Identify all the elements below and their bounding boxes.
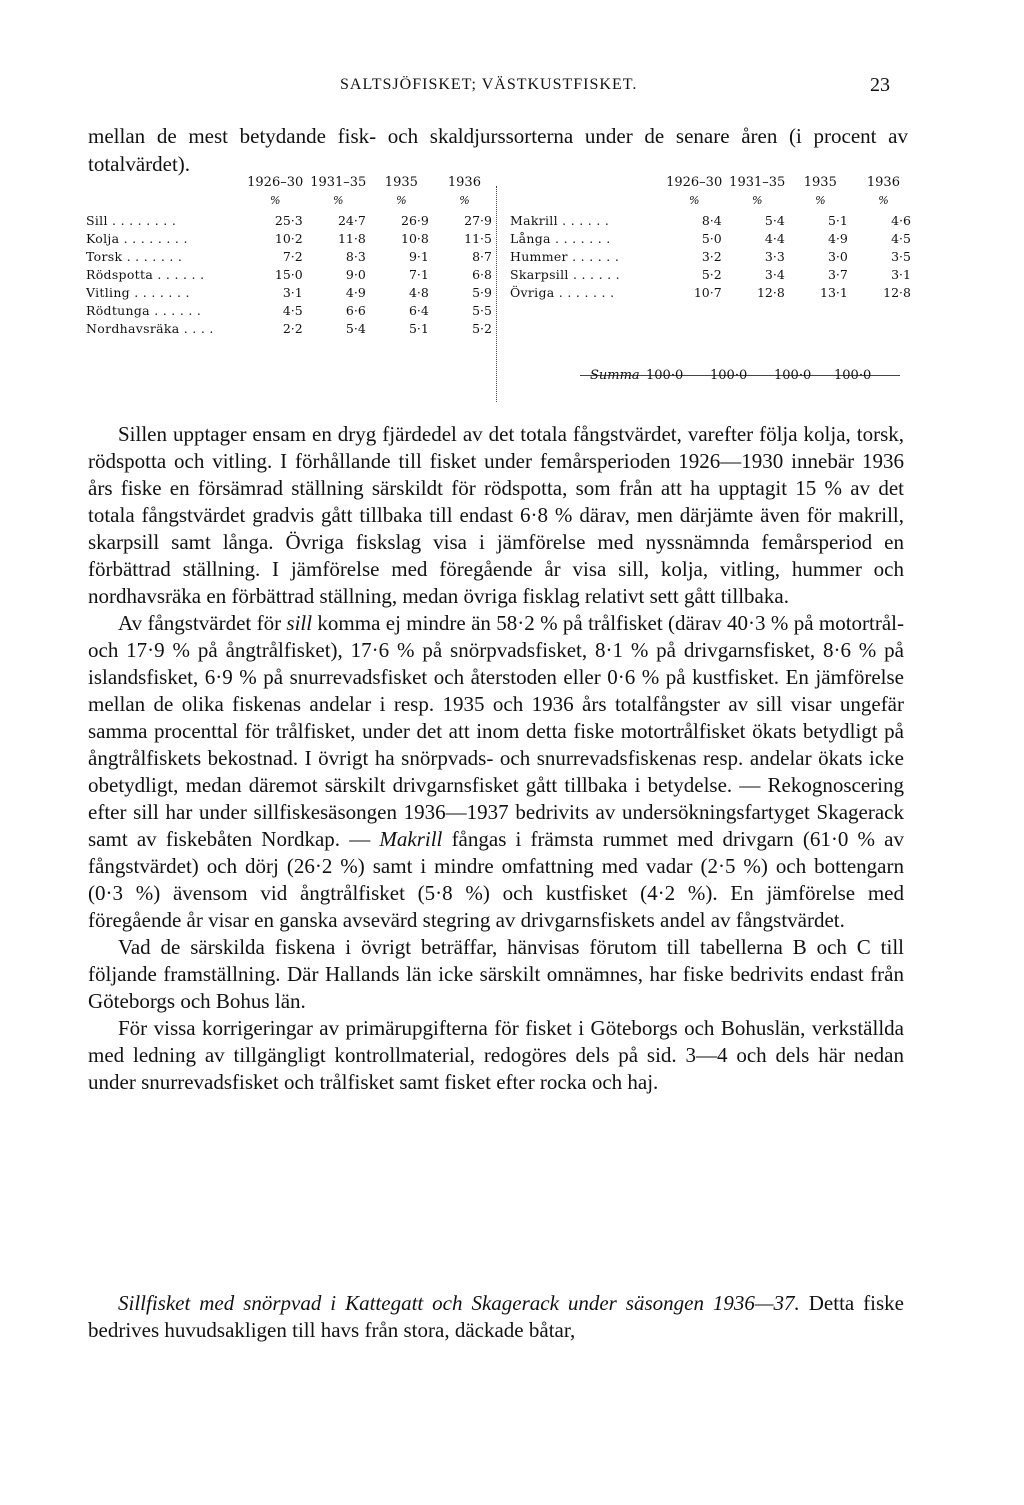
column-header: 1931–35 xyxy=(729,175,786,190)
section-start xyxy=(88,1290,904,1344)
right-percentage-table xyxy=(510,176,915,302)
unit-cell: % xyxy=(815,194,826,207)
table-cell: 3·0 xyxy=(827,249,848,264)
table-cell: 4·5 xyxy=(891,231,911,246)
row-label: Övriga . . . . . . . xyxy=(510,285,615,300)
table-cell: 8·3 xyxy=(345,249,366,264)
page-number: 23 xyxy=(870,74,890,96)
section-text: Detta fiske bedrives huvudsakligen till havs från stora, däckade båtar, xyxy=(88,1291,904,1342)
table-cell: 5·2 xyxy=(701,267,722,282)
unit-cell: % xyxy=(688,194,700,207)
table-cell: 10·2 xyxy=(274,231,303,246)
table-row xyxy=(510,266,915,284)
sum-cell: 100·0 xyxy=(710,368,748,383)
table-cell: 3·5 xyxy=(891,249,911,264)
table-cell: 3·1 xyxy=(282,285,303,300)
row-label: Kolja . . . . . . . . xyxy=(86,231,188,246)
table-cell: 10·8 xyxy=(401,231,429,246)
row-label: Rödspotta . . . . . . xyxy=(86,267,205,282)
body-text xyxy=(88,421,904,1096)
unit-cell: % xyxy=(396,194,407,207)
unit-cell: % xyxy=(752,194,763,207)
table-cell: 3·2 xyxy=(701,249,722,264)
column-header: 1936 xyxy=(447,175,481,190)
table-cell: 3·3 xyxy=(764,249,785,264)
column-header: 1935 xyxy=(384,175,418,190)
table-cell: 4·5 xyxy=(282,303,303,318)
table-cell: 10·7 xyxy=(693,285,722,300)
paragraph: Av fångstvärdet för sill komma ej mindre än 58·2 % på trålfisket (därav 40·3 % på motortrål- och 17·9 % på ångtrålfisket), 17·6 % på snörpvadsfisket, 8·1 % på drivgarnsfisket, 8·6 % på islandsfisket, 6·9 % på snurrevadsfisket och återstoden eller 0·6 % på kustfisket. En jämförelse mellan de olika fiskenas andelar i resp. 1935 och 1936 års totalfångster av sill visar ungefär samma procenttal för trålfisket, under det att inom detta fiske motortrålfisket ökats betydligt på ångtrålfiskets bekostnad. I övrigt ha snörpvads- och snurrevadsfiskenas resp. andelar ökats icke obetydligt, medan däremot särskilt drivgarnsfisket gått tillbaka i betydelse. — Rekognoscering efter sill har under sillfiskesäsongen 1936—1937 bedrivits av undersökningsfartyget Skagerack samt av fiskebåten Nordkap. — Makrill fångas i främsta rummet med drivgarn (61·0 % av fångstvärdet) och dörj (26·2 %) samt i mindre omfattning med vadar (2·5 %) och bottengarn (0·3 %) ävensom vid ångtrålfisket (5·8 %) och kustfisket (4·2 %). En jämförelse med föregående år visar en ganska avsevärd stegring av drivgarnsfiskets andel av fångstvärdet. xyxy=(88,611,904,932)
table-cell: 8·4 xyxy=(701,213,722,228)
table-row xyxy=(510,248,915,266)
table-row xyxy=(86,212,496,230)
table-cell: 2·2 xyxy=(282,321,303,336)
row-label: Rödtunga . . . . . . xyxy=(86,303,202,318)
row-label: Långa . . . . . . . xyxy=(510,231,611,246)
table-cell: 26·9 xyxy=(401,213,429,228)
table-row xyxy=(86,230,496,248)
row-label: Torsk . . . . . . . xyxy=(86,249,183,264)
table-row xyxy=(86,320,496,338)
column-header: 1935 xyxy=(803,175,837,190)
table-cell: 11·5 xyxy=(464,231,492,246)
table-cell: 4·9 xyxy=(827,231,848,246)
unit-cell: % xyxy=(459,194,470,207)
table-cell: 27·9 xyxy=(464,213,492,228)
table-divider xyxy=(496,186,498,402)
units-row xyxy=(86,190,496,212)
table-cell: 24·7 xyxy=(337,213,366,228)
table-row xyxy=(86,302,496,320)
unit-cell: % xyxy=(878,194,889,207)
table-cell: 3·7 xyxy=(827,267,848,282)
table-cell: 5·4 xyxy=(345,321,366,336)
table-header-row xyxy=(510,176,915,190)
table-row xyxy=(86,284,496,302)
table-cell: 6·6 xyxy=(345,303,366,318)
unit-cell: % xyxy=(333,194,344,207)
table-row xyxy=(510,284,915,302)
left-percentage-table xyxy=(86,176,496,338)
table-cell: 7·1 xyxy=(408,267,429,282)
section-heading: Sillfisket med snörpvad i Kattegatt och Skagerack under säsongen 1936—37. xyxy=(118,1291,800,1315)
table-cell: 6·4 xyxy=(408,303,429,318)
table-cell: 5·1 xyxy=(827,213,848,228)
row-label: Sill . . . . . . . . xyxy=(86,213,177,228)
column-header: 1926–30 xyxy=(666,175,723,190)
table-cell: 12·8 xyxy=(756,285,785,300)
table-row xyxy=(86,248,496,266)
table-cell: 5·4 xyxy=(764,213,785,228)
table-cell: 9·1 xyxy=(408,249,429,264)
table-cell: 4·8 xyxy=(408,285,429,300)
table-cell: 5·1 xyxy=(408,321,429,336)
row-label: Vitling . . . . . . . xyxy=(86,285,190,300)
table-cell: 5·5 xyxy=(472,303,492,318)
table-cell: 13·1 xyxy=(820,285,848,300)
table-cell: 9·0 xyxy=(345,267,366,282)
sum-cell: 100·0 xyxy=(774,368,812,383)
column-header: 1936 xyxy=(866,175,900,190)
row-label: Skarpsill . . . . . . xyxy=(510,267,620,282)
table-row xyxy=(86,266,496,284)
sum-cell: 100·0 xyxy=(646,368,684,383)
running-header: SALTSJÖFISKET; VÄSTKUSTFISKET. xyxy=(340,76,638,93)
table-cell: 4·9 xyxy=(345,285,366,300)
paragraph: Vad de särskilda fiskena i övrigt beträffar, hänvisas förutom till tabellerna B och C till följande framställning. Där Hallands län icke särskilt omnämnes, har fiske bedrivits endast från Göteborgs och Bohus län. xyxy=(88,935,904,1013)
table-row xyxy=(510,230,915,248)
row-label: Hummer . . . . . . xyxy=(510,249,620,264)
emphasis-makrill: Makrill xyxy=(379,827,443,851)
table-cell: 3·4 xyxy=(764,267,785,282)
table-cell: 12·8 xyxy=(883,285,911,300)
table-cell: 6·8 xyxy=(472,267,492,282)
table-cell: 3·1 xyxy=(891,267,911,282)
table-header-row xyxy=(86,176,496,190)
units-row xyxy=(510,190,915,212)
table-cell: 7·2 xyxy=(282,249,303,264)
sum-cell: 100·0 xyxy=(834,368,872,383)
table-cell: 5·0 xyxy=(701,231,722,246)
sum-label: Summa xyxy=(590,368,640,383)
row-label: Makrill . . . . . . xyxy=(510,213,610,228)
intro-text: mellan de mest betydande fisk- och skaldjurssorterna under de senare åren (i procent av totalvärdet). xyxy=(88,124,908,176)
column-header: 1931–35 xyxy=(310,175,367,190)
table-cell: 4·4 xyxy=(764,231,785,246)
sum-row xyxy=(590,368,910,390)
table-cell: 4·6 xyxy=(891,213,911,228)
table-cell: 5·2 xyxy=(472,321,492,336)
table-cell: 5·9 xyxy=(472,285,492,300)
table-cell: 11·8 xyxy=(337,231,366,246)
paragraph: För vissa korrigeringar av primärupgifterna för fisket i Göteborgs och Bohuslän, verkställda med ledning av tillgängligt kontrollmaterial, redogöres dels på sid. 3—4 och dels här nedan under snurrevadsfisket och trålfisket samt fisket efter rocka och haj. xyxy=(88,1016,904,1094)
column-header: 1926–30 xyxy=(247,175,304,190)
table-cell: 15·0 xyxy=(274,267,303,282)
emphasis-sill: sill xyxy=(286,611,313,635)
table-cell: 8·7 xyxy=(472,249,492,264)
table-cell: 25·3 xyxy=(274,213,303,228)
table-row xyxy=(510,212,915,230)
row-label: Nordhavsräka . . . . xyxy=(86,321,214,336)
unit-cell: % xyxy=(269,194,281,207)
paragraph: Sillen upptager ensam en dryg fjärdedel av det totala fångstvärdet, varefter följa kolja, torsk, rödspotta och vitling. I förhållande till fisket under femårsperioden 1926—1930 innebär 1936 års fiske en försämrad ställning särskildt för rödspotta, som från att ha upptagit 15 % av det totala fångstvärdet gradvis gått tillbaka till endast 6·8 % därav, men därjämte även för makrill, skarpsill samt långa. Övriga fiskslag visa i jämförelse med nyssnämnda femårsperiod en förbättrad ställning. I jämförelse med föregående år visa sill, kolja, vitling, hummer och nordhavsräka en förbättrad ställning, medan övriga fisklag relativt sett gått tillbaka. xyxy=(88,422,904,608)
